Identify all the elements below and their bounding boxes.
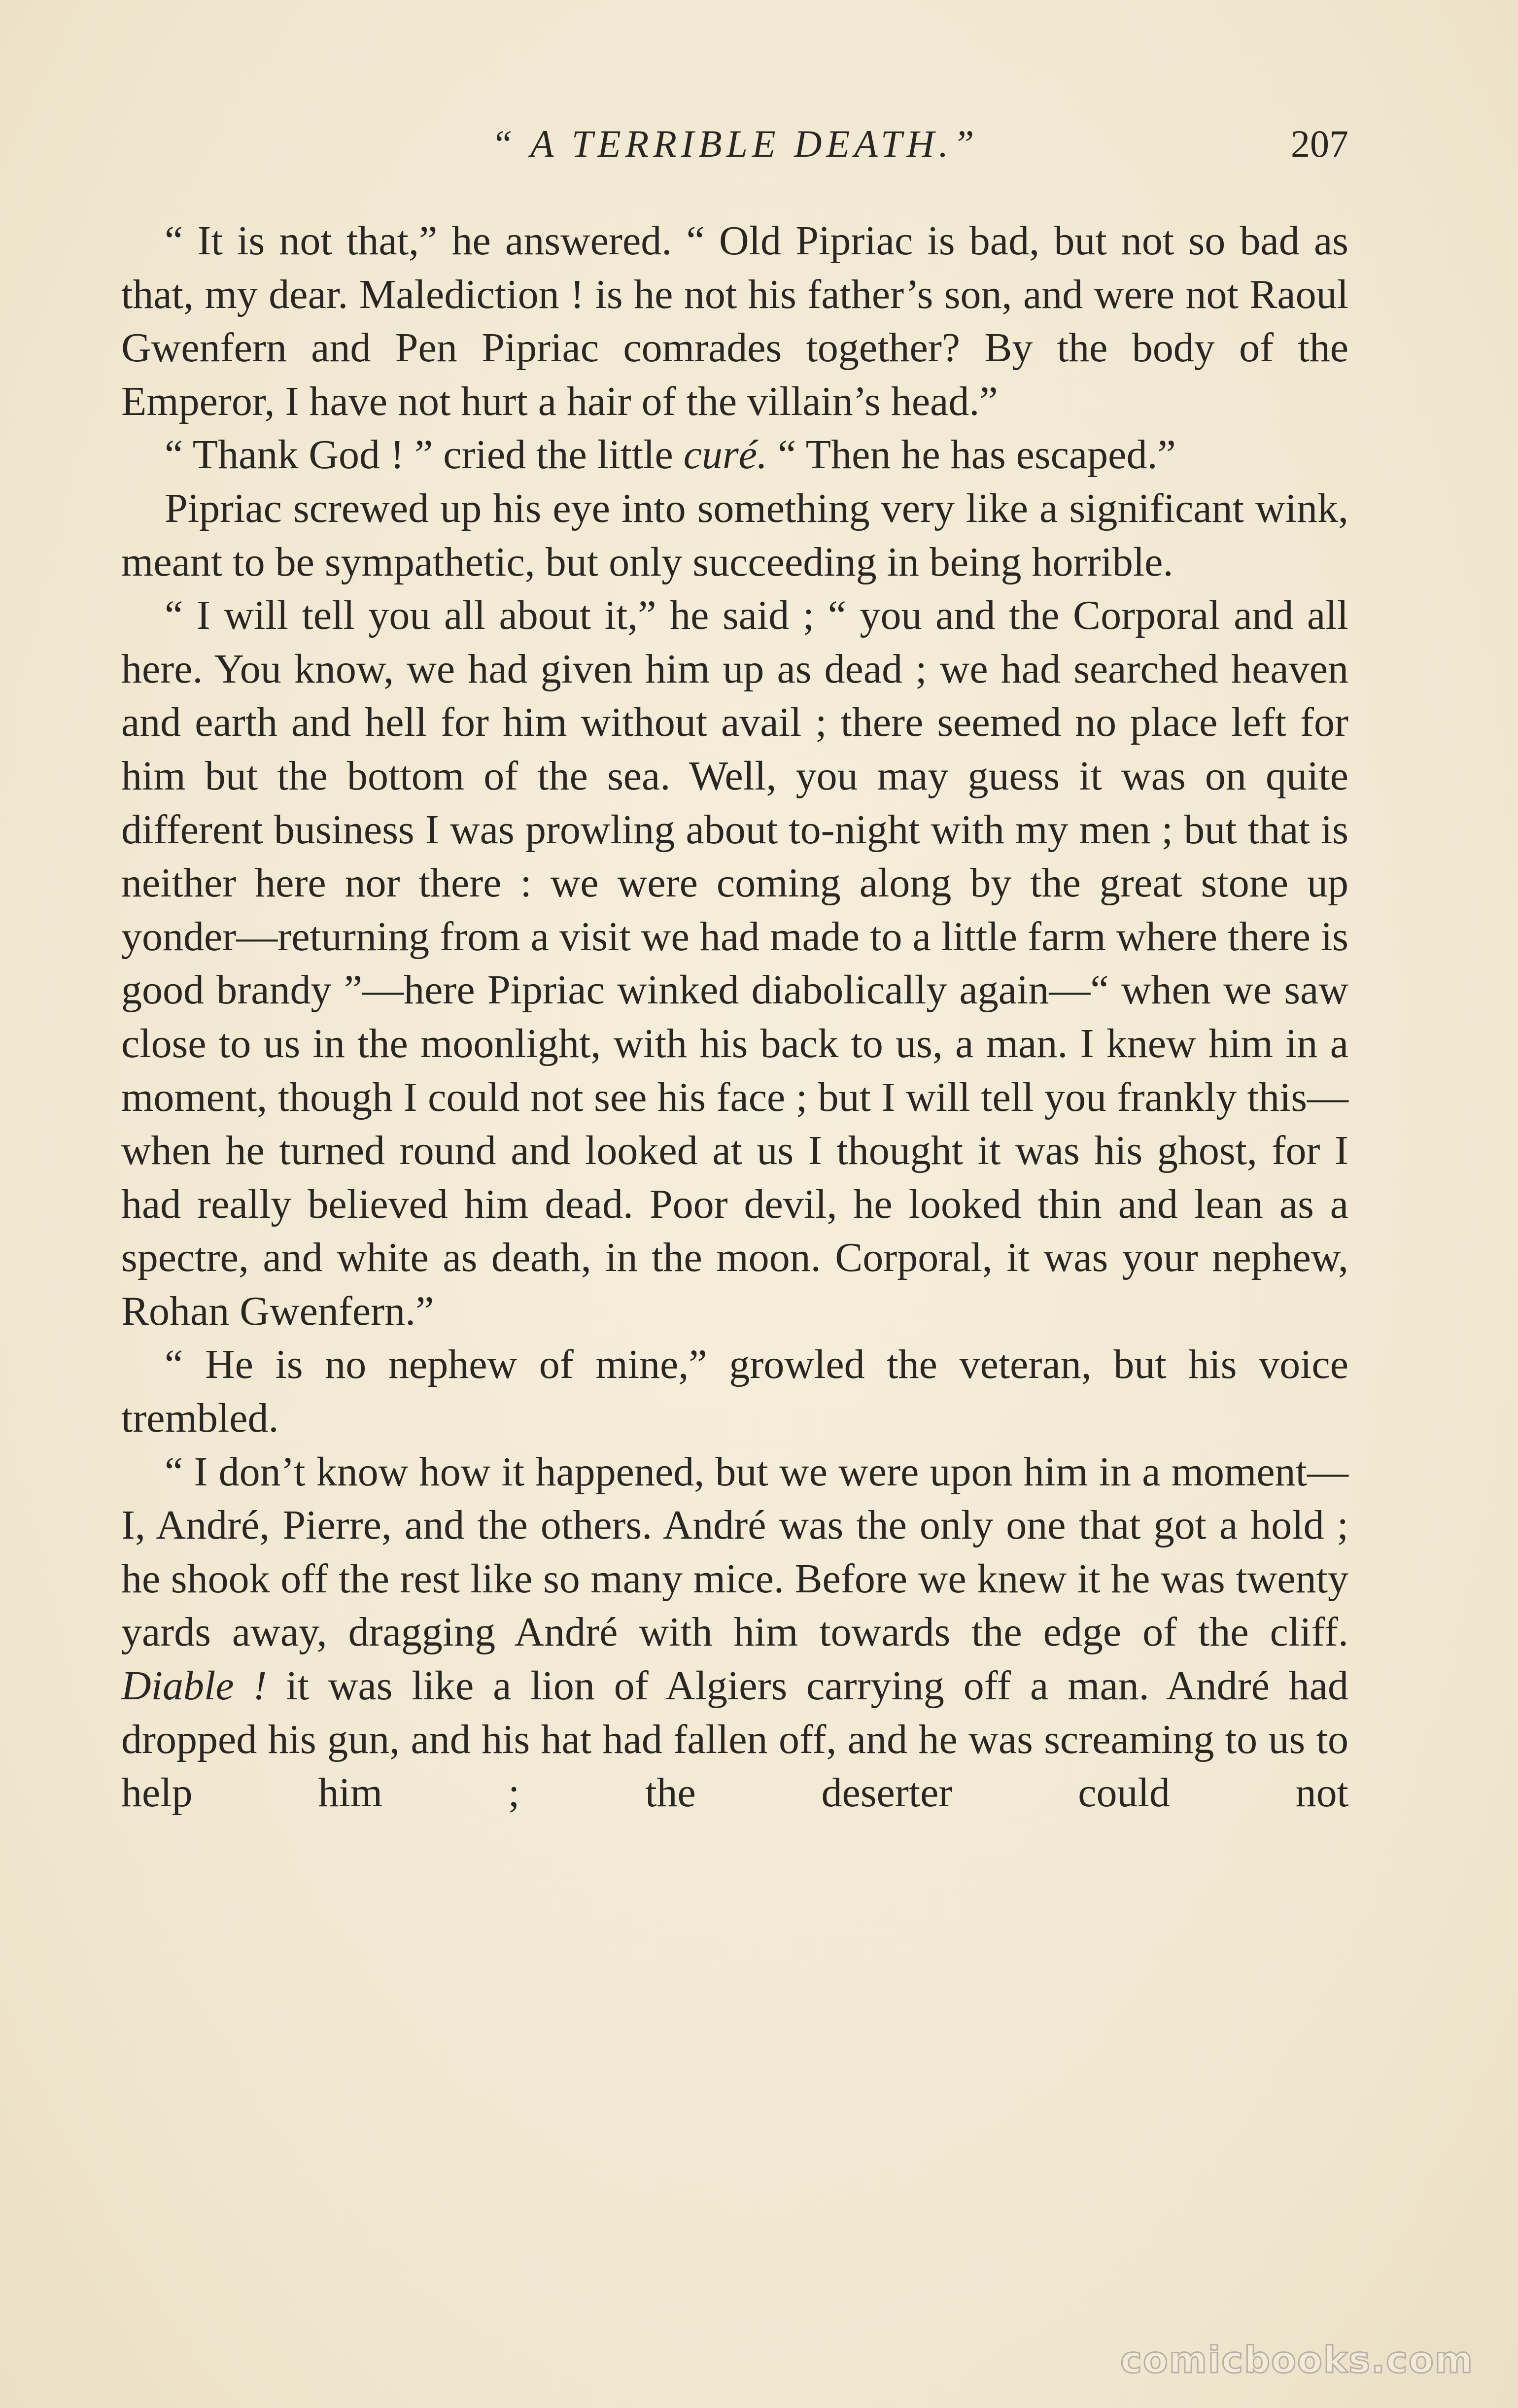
paragraph-text: “ I don’t know how it happened, but we were upon him in a moment—I, André, Pierre, and the others. André was the only one that got a hold ; he shook off the rest like so many mice. Before we knew it he was twenty yards away, dragging André with him towards the edge of the cliff. (121, 1448, 1348, 1655)
page-header (121, 119, 1348, 169)
running-title: “ A TERRIBLE DEATH.” (491, 122, 979, 165)
paragraph (121, 214, 1348, 428)
paragraph-text: it was like a lion of Algiers carrying off a man. André had dropped his gun, and his hat had fallen off, and he was screaming to us to help him ; the deserter could not (121, 1663, 1348, 1816)
paragraph-text: “ He is no nephew of mine,” growled the veteran, but his voice trembled. (121, 1342, 1348, 1442)
paragraph-text: “ It is not that,” he answered. “ Old Pipriac is bad, but not so bad as that, my dear. Malediction ! is he not his father’s son, and were not Raoul Gwenfern and Pen Pipriac comrades together? By the body of the Emperor, I have not hurt a hair of the villain’s head.” (121, 218, 1348, 424)
paragraph (121, 1445, 1348, 1820)
italic-text: Diable ! (121, 1663, 267, 1709)
paragraph (121, 1338, 1348, 1445)
paragraph (121, 482, 1348, 589)
paragraph-text: Pipriac screwed up his eye into something very like a significant wink, meant to be sympathetic, but only succeeding in being horrible. (121, 485, 1348, 585)
site-watermark: comicbooks.com (1120, 2339, 1474, 2381)
paragraph-text: “ Thank God ! ” cried the little (165, 432, 684, 478)
body-text (121, 214, 1348, 1820)
paragraph-text: “ Then he has escaped.” (767, 432, 1176, 478)
paragraph (121, 589, 1348, 1338)
italic-text: curé. (683, 432, 768, 478)
paragraph (121, 428, 1348, 482)
paragraph-text: “ I will tell you all about it,” he said ; “ you and the Corporal and all here. You know, we had given him up as dead ; we had searched heaven and earth and hell for him without avail ; there seemed no place left for him but the bottom of the sea. Well, you may guess it was on quite different business I was prowling about to-night with my men ; but that is neither here nor there : we were coming along by the great stone up yonder—returning from a visit we had made to a little farm where there is good brandy ”—here Pipriac winked diabolically again—“ when we saw close to us in the moonlight, with his back to us, a man. I knew him in a moment, though I could not see his face ; but I will tell you frankly this—when he turned round and looked at us I thought it was his ghost, for I had really believed him dead. Poor devil, he looked thin and lean as a spectre, and white as death, in the moon. Corporal, it was your nephew, Rohan Gwenfern.” (121, 592, 1348, 1334)
page-number: 207 (1291, 122, 1348, 165)
